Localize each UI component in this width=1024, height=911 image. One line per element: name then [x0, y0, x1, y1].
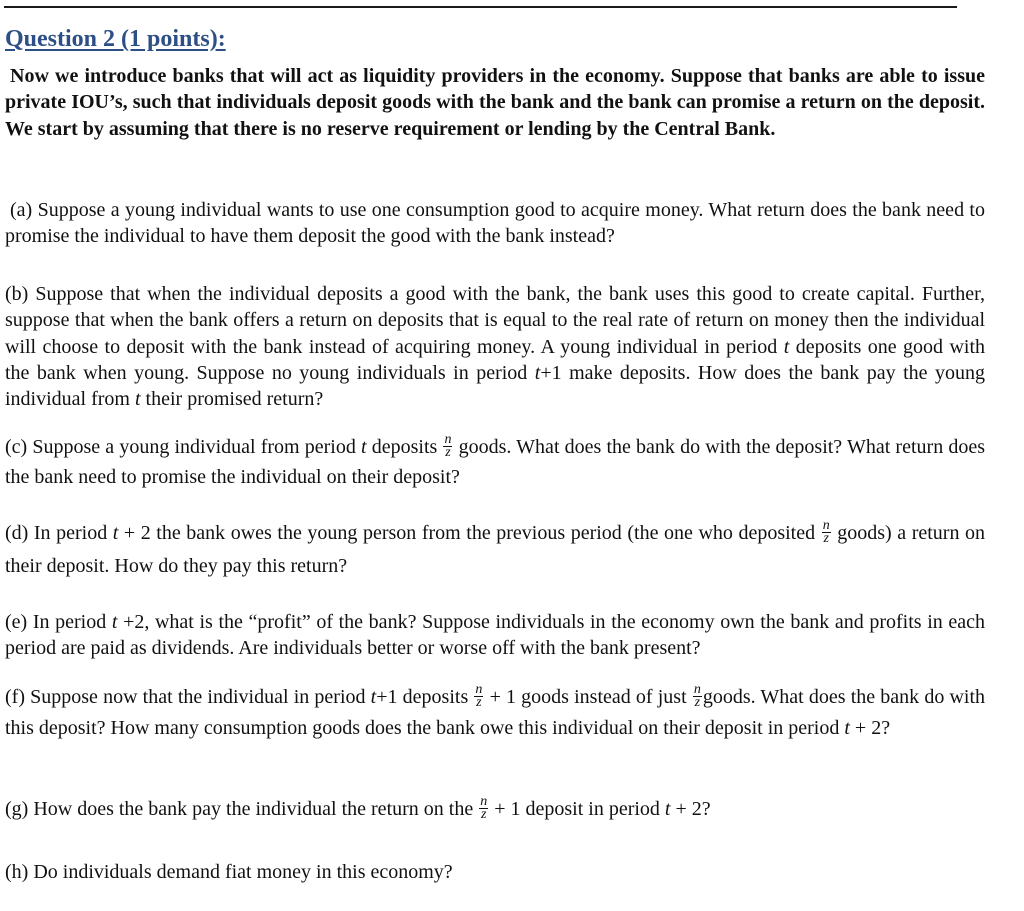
fraction-n-over-z	[693, 681, 702, 710]
part-b-text-2: deposits one good with the bank when young. Suppose no young individuals in period	[5, 335, 986, 384]
part-g-text-2: + 1 deposit in period	[494, 798, 660, 820]
part-f	[5, 682, 985, 744]
part-a	[5, 197, 985, 250]
part-d-text-1: (d) In period	[5, 522, 108, 544]
part-h-text: (h) Do individuals demand fiat money in this economy?	[5, 861, 453, 883]
intro-text: Now we introduce banks that will act as liquidity providers in the economy. Suppose that banks are able to issue private IOU’s, such that individuals deposit goods with the bank and the bank can promise a return on the deposit. We start by assuming that there is no reserve requirement or lending by the Central Bank.	[5, 65, 985, 140]
variable-t: t	[370, 686, 377, 708]
fraction-numerator: n	[693, 681, 701, 697]
part-c-text-2: deposits	[371, 436, 438, 458]
part-a-text: (a) Suppose a young individual wants to use one consumption good to acquire money. What return does the bank need to promise the individual to have them deposit the good with the bank instead?	[5, 199, 985, 248]
fraction-denominator: z	[445, 444, 451, 460]
part-b-text-3: +1 make deposits. How does the bank pay the young individual from	[5, 361, 985, 411]
variable-t: t	[361, 436, 367, 458]
part-c-text-3: goods. What does the bank do with the deposit? What return does the bank need to promise the individual on their deposit?	[5, 436, 986, 488]
part-c-text-1: (c) Suppose a young individual from period	[5, 436, 356, 458]
fraction-denominator: z	[476, 694, 482, 710]
variable-t: t	[534, 361, 541, 384]
fraction-n-over-z	[474, 681, 483, 710]
part-f-text-4: goods. What does the bank do with this deposit? How many consumption goods does the bank owe this individual on their deposit in period	[5, 686, 986, 739]
part-f-text-1: (f) Suppose now that the individual in period	[5, 686, 366, 708]
part-d-text-3: goods) a return on their deposit. How do they pay this return?	[5, 522, 986, 577]
part-f-text-3: + 1 goods instead of just	[489, 686, 687, 708]
part-b-text-4: their promised return?	[145, 388, 324, 411]
intro-paragraph	[5, 63, 985, 142]
part-d	[5, 517, 985, 583]
part-e	[5, 609, 985, 662]
variable-t: t	[664, 798, 671, 820]
fraction-n-over-z	[443, 431, 452, 460]
fraction-denominator: z	[480, 806, 487, 822]
part-f-text-2: +1 deposits	[376, 686, 469, 708]
variable-t: t	[844, 717, 850, 739]
part-b	[5, 281, 985, 412]
variable-t: t	[134, 388, 141, 411]
fraction-numerator: n	[444, 431, 452, 447]
fraction-n-over-z	[822, 517, 831, 546]
top-rule	[4, 6, 957, 8]
variable-t: t	[111, 611, 118, 633]
variable-t: t	[783, 335, 790, 358]
part-e-text-1: (e) In period	[5, 611, 107, 633]
question-title: Question 2 (1 points):	[5, 26, 226, 52]
part-b-text-1: (b) Suppose that when the individual deposits a good with the bank, the bank uses this good to create capital. Further, suppose that when the bank offers a return on deposits that is equal to the real rate of return on money then the individual will choose to deposit with the bank instead of acquiring money. A young individual in period	[5, 283, 985, 358]
part-g-text-3: + 2?	[675, 798, 711, 820]
part-g	[5, 793, 985, 823]
part-f-text-5: + 2?	[854, 717, 891, 739]
part-e-text-2: +2, what is the “profit” of the bank? Suppose individuals in the economy own the bank and profits in each period are paid as dividends. Are individuals better or worse off with the bank present?	[5, 611, 986, 660]
part-g-text-1: (g) How does the bank pay the individual the return on the	[5, 798, 474, 820]
fraction-denominator: z	[823, 530, 829, 546]
part-c	[5, 432, 985, 492]
fraction-n-over-z	[479, 793, 488, 822]
fraction-numerator: n	[822, 517, 830, 533]
part-d-text-2: + 2 the bank owes the young person from the previous period (the one who deposited	[123, 522, 816, 544]
fraction-numerator: n	[475, 681, 483, 697]
fraction-denominator: z	[694, 694, 701, 710]
part-h	[5, 859, 985, 885]
variable-t: t	[112, 522, 119, 544]
fraction-numerator: n	[480, 793, 488, 809]
